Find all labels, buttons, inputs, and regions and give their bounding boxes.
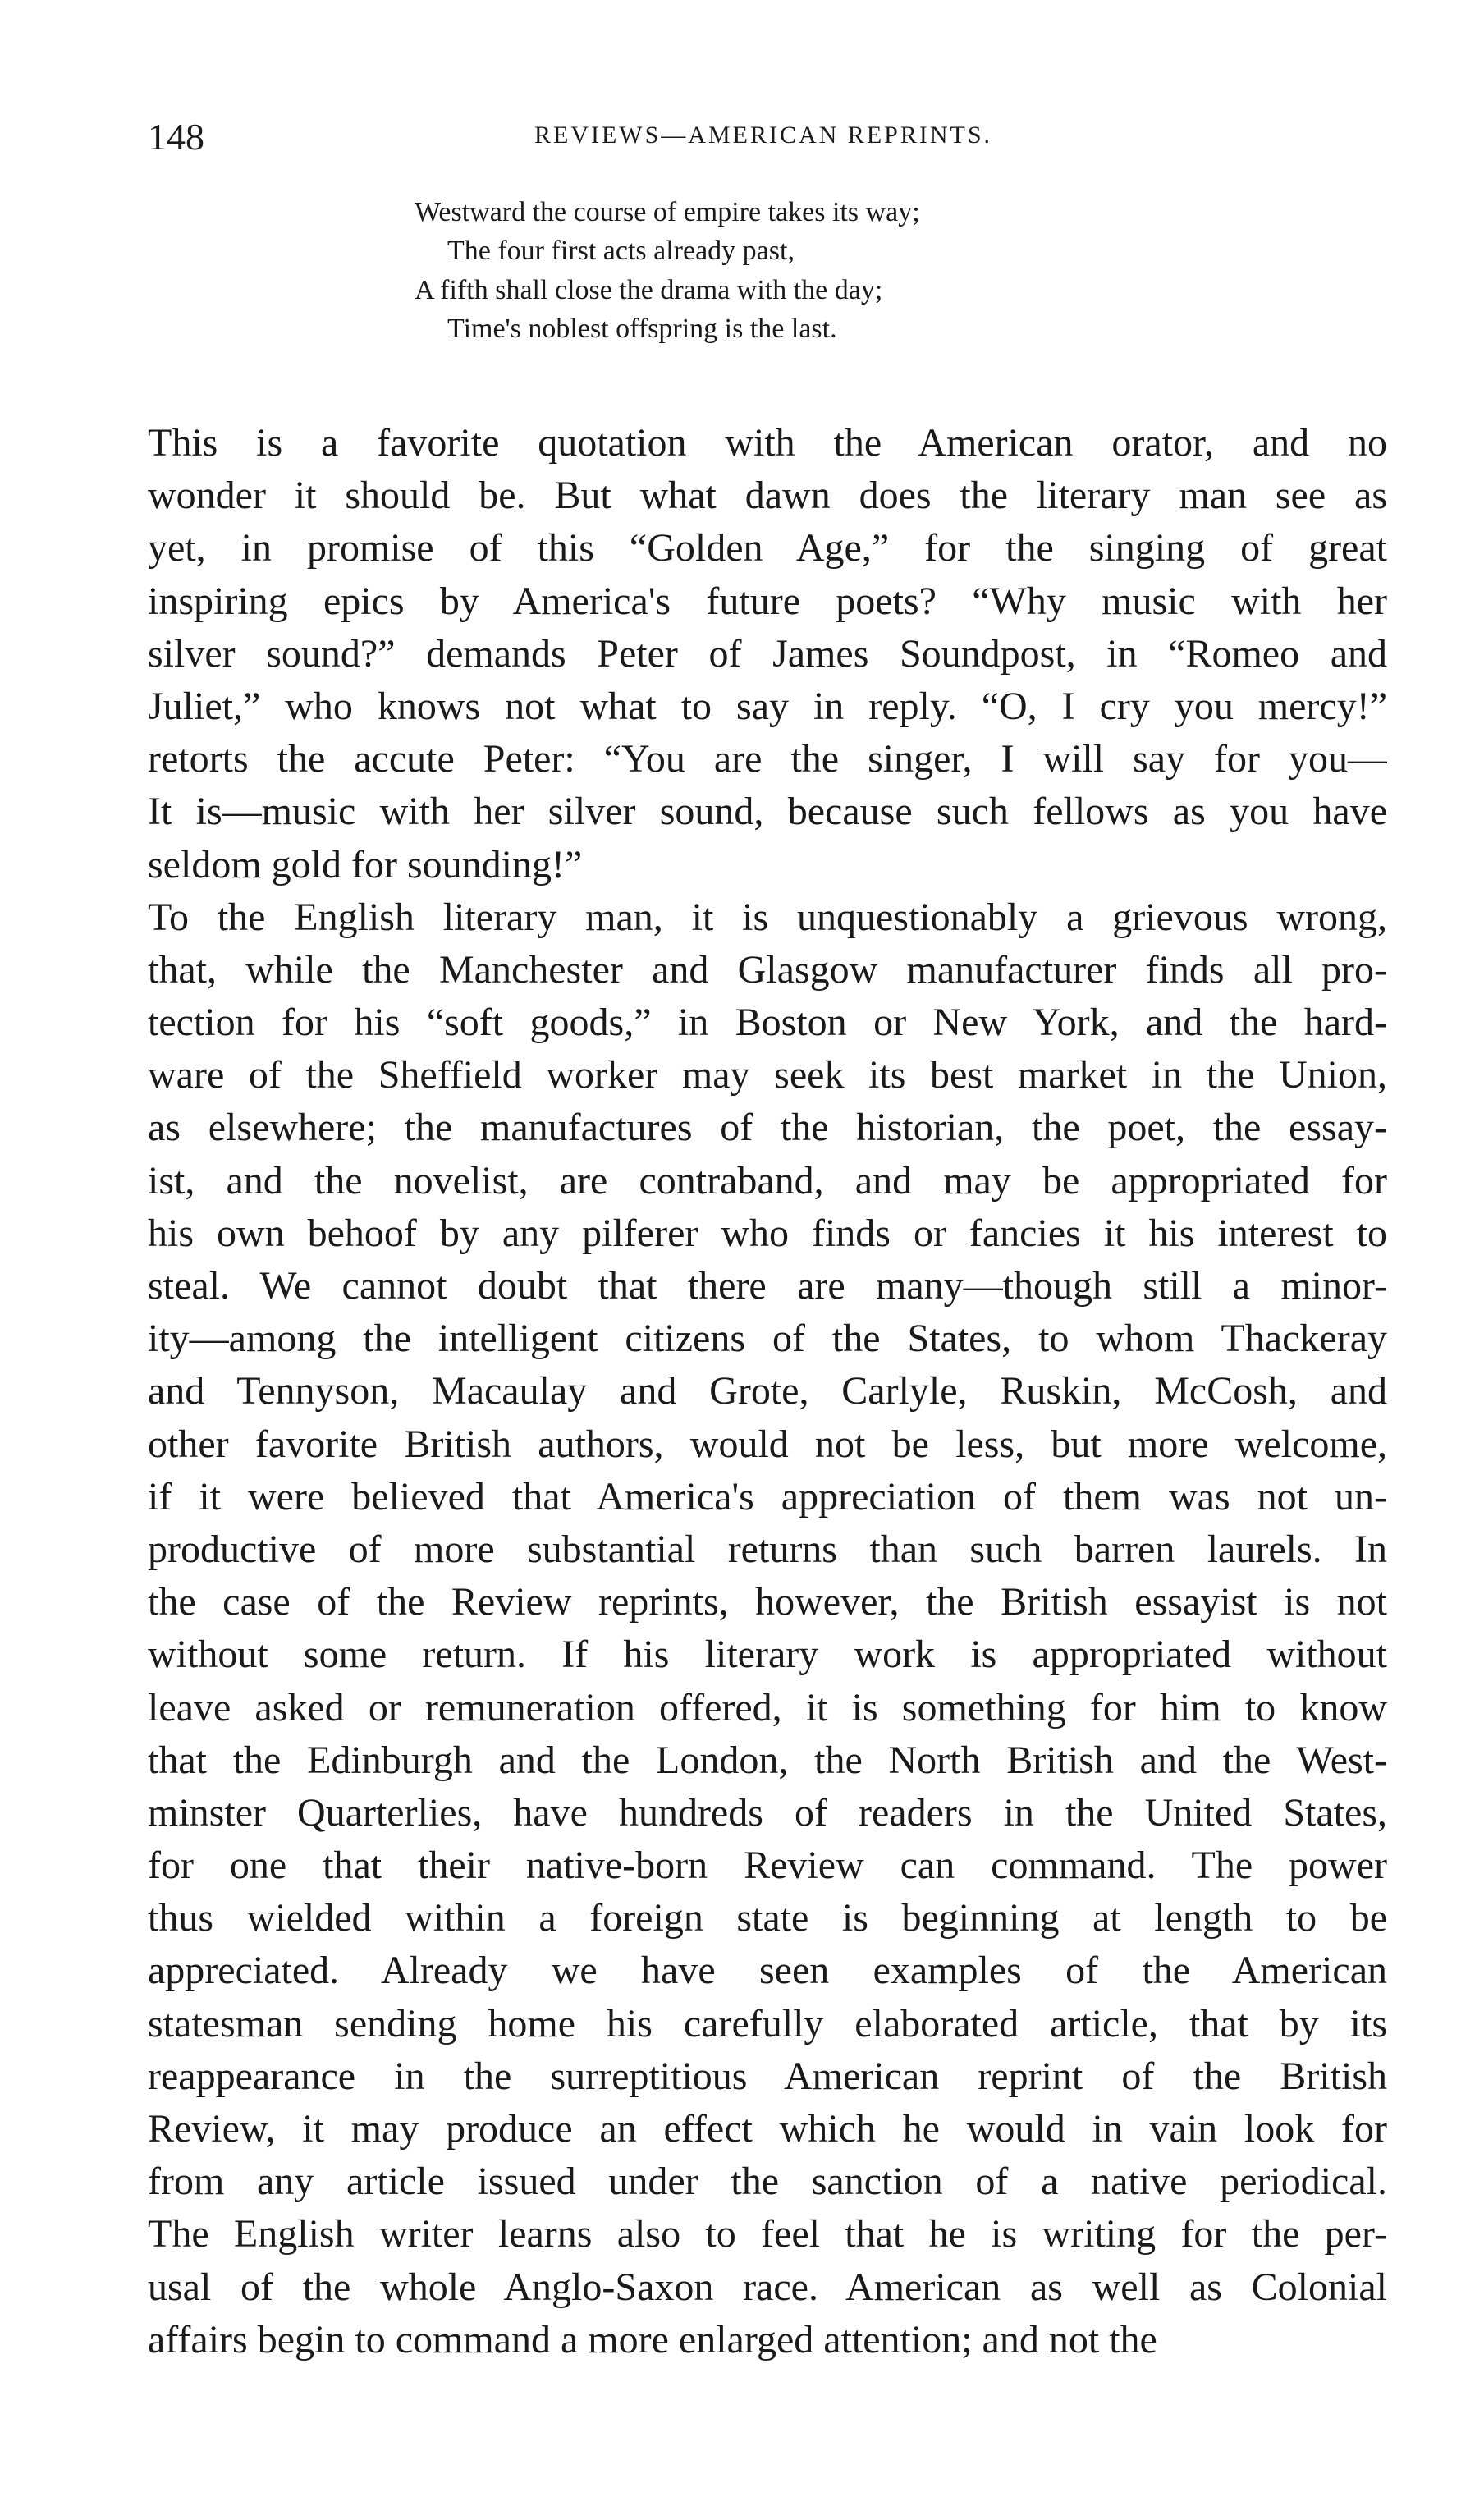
body-text [148,417,1387,2366]
text-line: silver sound?” demands Peter of James Soundpost, in “Romeo and [148,631,1387,676]
text-line: steal. We cannot doubt that there are many—though still a minor- [148,1264,1387,1308]
text-line: without some return. If his literary work is appropriated without [148,1633,1387,1677]
text-line: that, while the Manchester and Glasgow manufacturer finds all pro- [148,947,1387,992]
text-line: retorts the accute Peter: “You are the singer, I will say for you— [148,737,1387,781]
text-line: other favorite British authors, would not be less, but more welcome, [148,1422,1387,1466]
text-line: ware of the Sheffield worker may seek its best market in the Union, [148,1053,1387,1097]
text-line: the case of the Review reprints, however, the British essayist is not [148,1580,1387,1624]
text-line: and Tennyson, Macaulay and Grote, Carlyle, Ruskin, McCosh, and [148,1369,1387,1413]
text-line: if it were believed that America's appreciation of them was not un- [148,1474,1387,1519]
page-header [148,115,1379,164]
text-line: usal of the whole Anglo-Saxon race. American as well as Colonial [148,2265,1387,2309]
poem-line: A fifth shall close the drama with the day; [415,275,883,305]
text-line: yet, in promise of this “Golden Age,” for the singing of great [148,526,1387,570]
text-line: as elsewhere; the manufactures of the historian, the poet, the essay- [148,1106,1387,1150]
text-line: The English writer learns also to feel that he is writing for the per- [148,2212,1387,2256]
text-line: minster Quarterlies, have hundreds of readers in the United States, [148,1790,1387,1835]
page-number: 148 [148,116,204,158]
text-line: leave asked or remuneration offered, it is something for him to know [148,1685,1387,1729]
text-line: This is a favorite quotation with the American orator, and no [148,421,1387,465]
text-line: ist, and the novelist, are contraband, and may be appropriated for [148,1158,1387,1203]
text-line: appreciated. Already we have seen examples of the American [148,1949,1387,1993]
running-title: REVIEWS—AMERICAN REPRINTS. [534,121,992,149]
poem-line: The four first acts already past, [447,236,795,266]
text-line: from any article issued under the sanction of a native periodical. [148,2160,1387,2204]
poem-line: Westward the course of empire takes its way; [415,197,920,227]
text-line: thus wielded within a foreign state is beginning at length to be [148,1896,1387,1940]
text-line: tection for his “soft goods,” in Boston or New York, and the hard- [148,1001,1387,1045]
text-line: statesman sending home his carefully elaborated article, that by its [148,2001,1387,2045]
text-line: wonder it should be. But what dawn does the literary man see as [148,474,1387,518]
text-line: productive of more substantial returns than such barren laurels. In [148,1527,1387,1571]
text-line: inspiring epics by America's future poets? “Why music with her [148,579,1387,623]
text-line: It is—music with her silver sound, because such fellows as you have [148,790,1387,834]
text-line: affairs begin to command a more enlarged attention; and not the [148,2317,1157,2362]
text-line: seldom gold for sounding!” [148,842,583,886]
text-line: that the Edinburgh and the London, the North British and the West- [148,1738,1387,1782]
text-line: Review, it may produce an effect which he would in vain look for [148,2107,1387,2151]
text-line: his own behoof by any pilferer who finds or fancies it his interest to [148,1211,1387,1255]
text-line: reappearance in the surreptitious American reprint of the British [148,2054,1387,2098]
text-line: Juliet,” who knows not what to say in reply. “O, I cry you mercy!” [148,684,1387,728]
poem-line: Time's noblest offspring is the last. [447,314,837,344]
text-line: ity—among the intelligent citizens of the States, to whom Thackeray [148,1317,1387,1361]
text-line: for one that their native-born Review can command. The power [148,1844,1387,1888]
text-line: To the English literary man, it is unquestionably a grievous wrong, [148,895,1387,939]
